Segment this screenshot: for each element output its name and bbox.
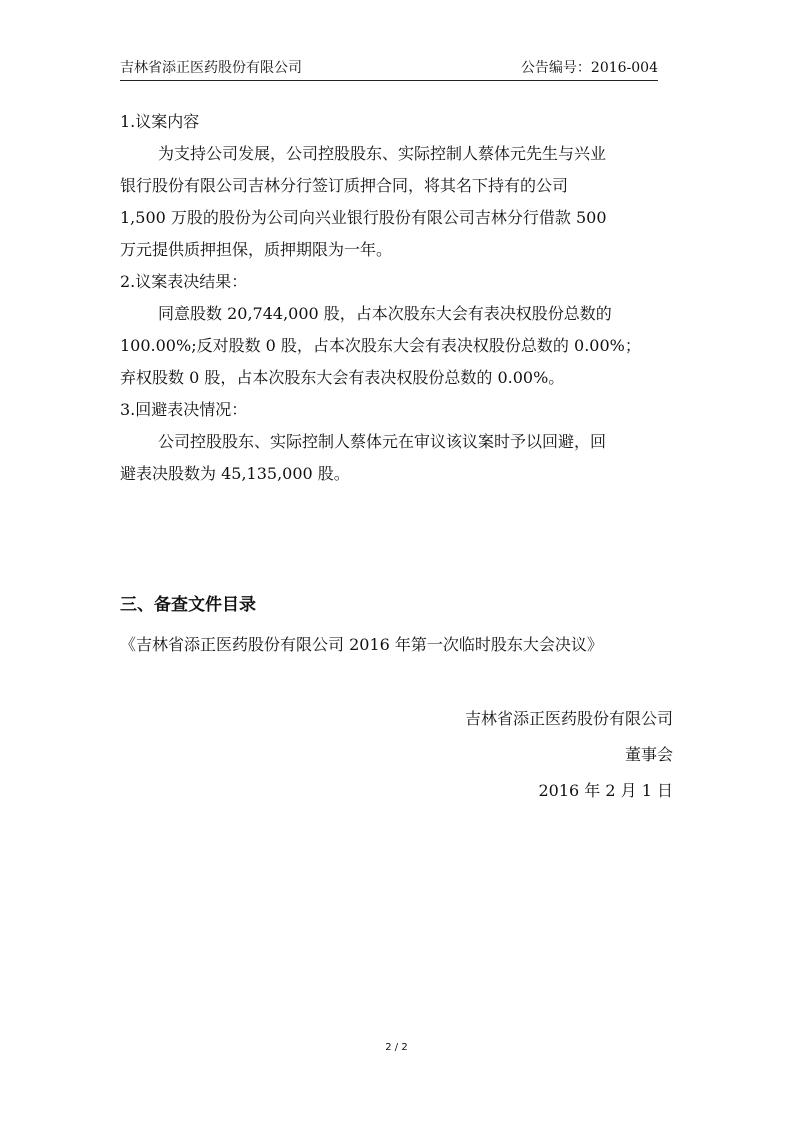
item1-line-1: 为支持公司发展，公司控股股东、实际控制人蔡体元先生与兴业 (158, 144, 607, 163)
item1-line-2: 银行股份有限公司吉林分行签订质押合同，将其名下持有的公司 (120, 176, 569, 195)
section-heading-reference-documents: 三、备查文件目录 (120, 595, 256, 615)
signature-date: 2016 年 2 月 1 日 (538, 781, 673, 800)
resolution-body (120, 106, 675, 490)
item3-line-2: 避表决股数为 45,135,000 股。 (120, 464, 350, 483)
header-company-name: 吉林省添正医药股份有限公司 (120, 60, 302, 76)
item3-line-1: 公司控股股东、实际控制人蔡体元在审议该议案时予以回避，回 (158, 432, 607, 451)
item2-line-1: 同意股数 20,744,000 股，占本次股东大会有表决权股份总数的 (158, 304, 612, 323)
item1-line-4: 万元提供质押担保，质押期限为一年。 (120, 240, 393, 259)
item2-line-2: 100.00%;反对股数 0 股，占本次股东大会有表决权股份总数的 0.00%； (120, 336, 641, 355)
reference-document-title: 《吉林省添正医药股份有限公司 2016 年第一次临时股东大会决议》 (120, 635, 603, 654)
item3-title: 3.回避表决情况： (120, 400, 248, 419)
header-notice-number: 公告编号：2016-004 (520, 60, 658, 76)
item2-line-3: 弃权股数 0 股，占本次股东大会有表决权股份总数的 0.00%。 (120, 368, 565, 387)
signature-company: 吉林省添正医药股份有限公司 (464, 709, 673, 728)
signature-block (465, 701, 673, 809)
page-number: 2 / 2 (385, 1042, 408, 1053)
page-header (120, 56, 658, 81)
item1-title: 1.议案内容 (120, 112, 200, 131)
signature-board: 董事会 (624, 745, 673, 764)
item1-line-3: 1,500 万股的股份为公司向兴业银行股份有限公司吉林分行借款 500 (120, 208, 607, 227)
item2-title: 2.议案表决结果： (120, 272, 248, 291)
